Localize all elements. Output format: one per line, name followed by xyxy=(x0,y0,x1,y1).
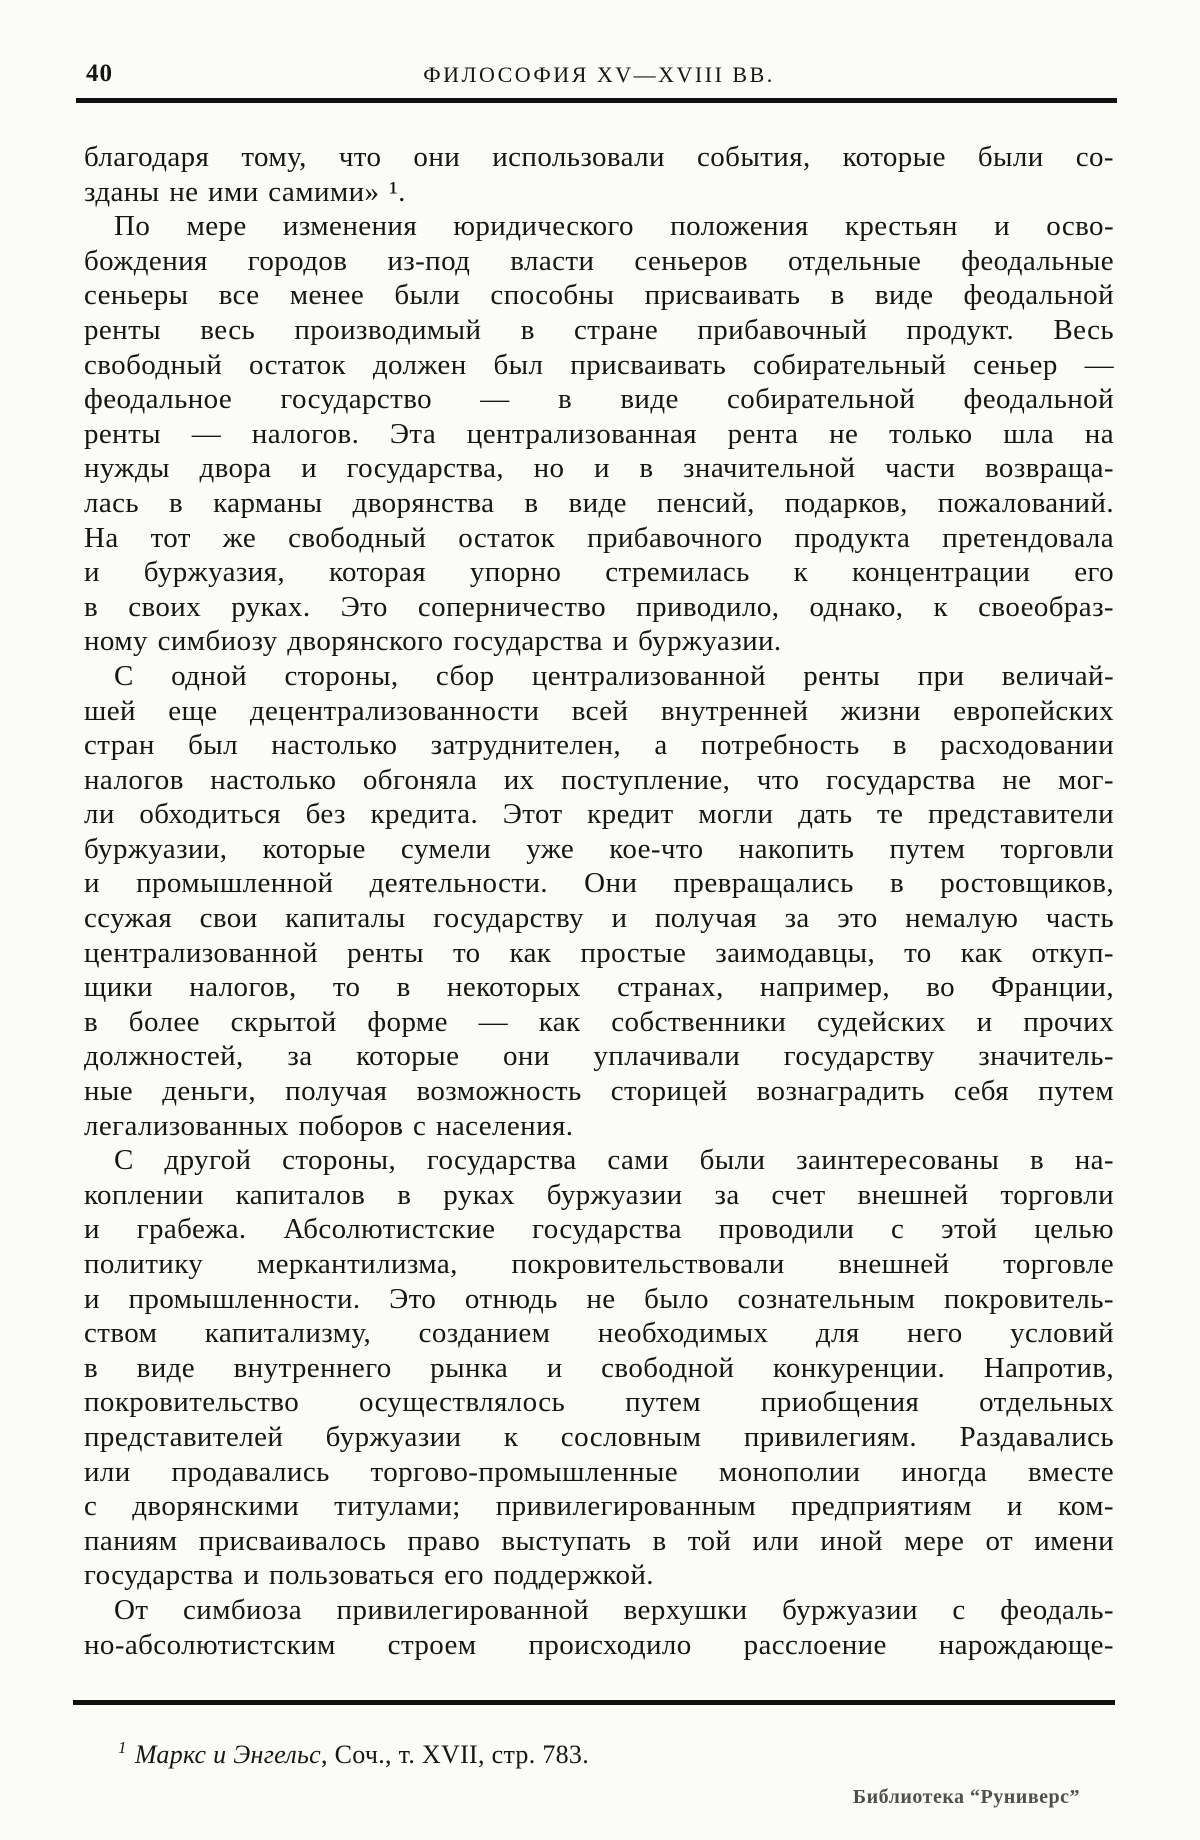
text-line: в своих руках. Это соперничество приводило, однако, к своеобраз- xyxy=(84,590,1114,623)
text-line: паниям присваивалось право выступать в той или иной мере от имени xyxy=(84,1524,1114,1557)
text-line: государства и пользоваться его поддержкой. xyxy=(84,1559,654,1592)
text-line: сеньеры все менее были способны присваивать в виде феодальной xyxy=(84,279,1114,312)
text-line: От симбиоза привилегированной верхушки буржуазии с феодаль- xyxy=(114,1593,1114,1626)
text-line: и грабежа. Абсолютистские государства проводили с этой целью xyxy=(84,1213,1114,1246)
paragraph xyxy=(84,1593,1114,1662)
text-line: представителей буржуазии к сословным привилегиям. Раздавались xyxy=(84,1420,1114,1453)
library-watermark: Библиотека “Руниверс” xyxy=(852,1786,1080,1808)
text-line: но-абсолютистским строем происходило расслоение нарождающе- xyxy=(84,1628,1114,1661)
text-line: политику меркантилизма, покровительствовали внешней торговле xyxy=(84,1248,1114,1280)
text-line: ством капитализму, созданием необходимых для него условий xyxy=(84,1317,1114,1350)
footnote-marker: 1 xyxy=(118,1738,127,1758)
body-text xyxy=(84,140,1114,1662)
text-line: феодальное государство — в виде собирательной феодальной xyxy=(84,383,1114,416)
text-line: По мере изменения юридического положения крестьян и осво- xyxy=(114,210,1114,243)
footnote-rule xyxy=(73,1700,1115,1705)
text-line: благодаря тому, что они использовали события, которые были со- xyxy=(84,141,1114,173)
text-line: и промышленности. Это отнюдь не было сознательным покровитель- xyxy=(84,1282,1114,1315)
text-line: щики налогов, то в некоторых странах, например, во Франции, xyxy=(84,971,1114,1004)
header-rule xyxy=(76,98,1117,103)
text-line: ные деньги, получая возможность сторицей вознаградить себя путем xyxy=(84,1075,1114,1108)
paragraph xyxy=(84,140,1114,209)
text-line: стран был настолько затруднителен, а потребность в расходовании xyxy=(84,729,1114,762)
text-line: и буржуазия, которая упорно стремилась к концентрации его xyxy=(84,556,1114,589)
text-line: На тот же свободный остаток прибавочного продукта претендовала xyxy=(84,521,1114,554)
text-line: С одной стороны, сбор централизованной ренты при величай- xyxy=(114,659,1114,692)
footnote xyxy=(118,1740,589,1770)
text-line: коплении капиталов в руках буржуазии за счет внешней торговли xyxy=(84,1178,1114,1211)
footnote-text: , Соч., т. XVII, стр. 783. xyxy=(320,1740,590,1769)
text-line: легализованных поборов с населения. xyxy=(84,1109,574,1142)
paragraph xyxy=(84,659,1114,1143)
text-line: с дворянскими титулами; привилегированным предприятиям и ком- xyxy=(84,1490,1114,1523)
text-line: лась в карманы дворянства в виде пенсий, подарков, пожалований. xyxy=(84,486,1114,519)
paragraph xyxy=(84,1143,1114,1593)
text-line: буржуазии, которые сумели уже кое-что накопить путем торговли xyxy=(84,832,1114,865)
paragraph xyxy=(84,209,1114,659)
text-line: шей еще децентрализованности всей внутренней жизни европейских xyxy=(84,694,1114,727)
text-line: нужды двора и государства, но и в значительной части возвраща- xyxy=(84,452,1114,485)
text-line: ренты — налогов. Эта централизованная рента не только шла на xyxy=(84,417,1114,450)
text-line: в виде внутреннего рынка и свободной конкуренции. Напротив, xyxy=(84,1351,1114,1384)
text-line: и промышленной деятельности. Они превращались в ростовщиков, xyxy=(84,867,1114,900)
footnote-author: Маркс и Энгельс xyxy=(134,1740,321,1769)
text-line: свободный остаток должен был присваивать собирательный сеньер — xyxy=(84,348,1114,381)
text-line: покровительство осуществлялось путем приобщения отдельных xyxy=(84,1386,1114,1419)
text-line: должностей, за которые они уплачивали государству значитель- xyxy=(84,1040,1114,1073)
text-line: централизованной ренты то как простые заимодавцы, то как откуп- xyxy=(84,936,1114,969)
text-line: ли обходиться без кредита. Этот кредит могли дать те представители xyxy=(84,798,1114,831)
text-line: ссужая свои капиталы государству и получая за это немалую часть xyxy=(84,902,1114,935)
text-line: зданы не ими самими» ¹. xyxy=(84,175,406,208)
text-line: ренты весь производимый в стране прибавочный продукт. Весь xyxy=(84,313,1114,346)
text-line: бождения городов из-под власти сеньеров отдельные феодальные xyxy=(84,244,1114,277)
page-number: 40 xyxy=(86,60,113,87)
text-line: ному симбиозу дворянского государства и буржуазии. xyxy=(84,625,782,658)
running-title: ФИЛОСОФИЯ XV—XVIII ВВ. xyxy=(423,62,775,87)
text-line: С другой стороны, государства сами были заинтересованы в на- xyxy=(114,1144,1114,1177)
text-line: налогов настолько обгоняла их поступление, что государства не мог- xyxy=(84,763,1114,796)
text-line: или продавались торгово-промышленные монополии иногда вместе xyxy=(84,1455,1114,1488)
text-line: в более скрытой форме — как собственники судейских и прочих xyxy=(84,1005,1114,1038)
